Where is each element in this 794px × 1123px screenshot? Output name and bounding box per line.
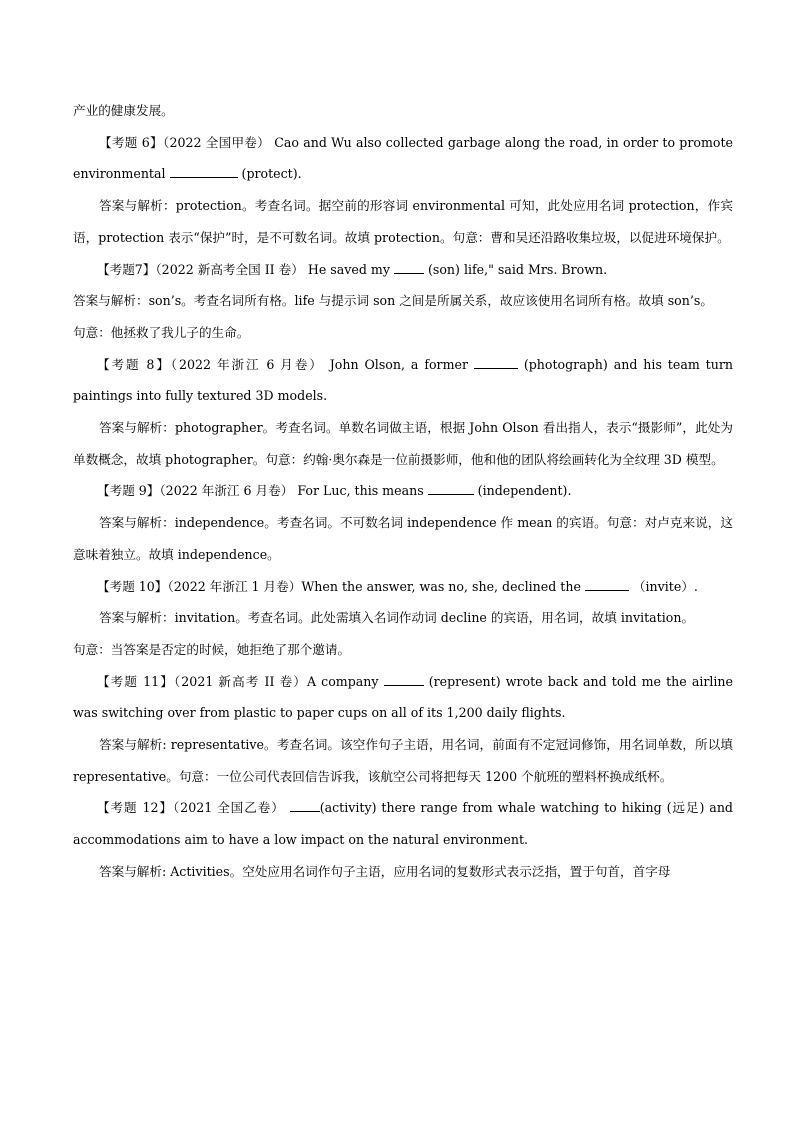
answer-blank — [170, 163, 238, 178]
answer-blank — [290, 797, 320, 812]
question-10-meaning: 句意：当答案是否定的时候，她拒绝了那个邀请。 — [73, 641, 351, 657]
question-6-sentence-b: (protect). — [237, 166, 302, 182]
question-12-sentence-b: (activity) there range from whale watching to hiking (远足) and accommodations aim to have a low impact on the natural environment. — [73, 800, 733, 848]
question-6-answer: 答案与解析：protection。考查名词。据空前的形容词 environmental 可知，此处应用名词 protection，作宾语，protection 表示“保护”时，是不可数名词。故填 protection。句意：曹和吴还沿路收集垃圾，以促进环境保护。 — [73, 198, 733, 245]
answer-blank — [394, 259, 424, 274]
question-10-sentence-a: When the answer, was no, she, declined the — [301, 578, 585, 594]
question-6-title: 【考题 6】（2022 全国甲卷） — [99, 134, 270, 150]
question-9 — [73, 475, 733, 507]
question-7-sentence-a: He saved my — [303, 261, 394, 277]
q5-tail-text: 产业的健康发展。 — [73, 103, 174, 118]
answer-blank — [474, 354, 518, 369]
question-8-answer: 答案与解析：photographer。考查名词。单数名词做主语，根据 John Olson 看出指人，表示“摄影师”，此处为单数概念，故填 photographer。句意：约翰·奥尔森是一位前摄影师，他和他的团队将绘画转化为全纹理 3D 模型。 — [73, 420, 733, 467]
question-9-title: 【考题 9】（2022 年浙江 6 月卷） — [97, 483, 294, 499]
question-10 — [73, 571, 733, 603]
question-7 — [73, 254, 733, 286]
question-9-sentence-b: (independent). — [473, 483, 572, 499]
question-11 — [73, 666, 733, 729]
question-7-answer: 答案与解析：son’s。考查名词所有格。life 与提示词 son 之间是所属关系，故应该使用名词所有格。故填 son’s。 — [73, 293, 713, 309]
question-7-title: 【考题7】（2022 新高考全国 II 卷） — [97, 261, 304, 277]
question-12-title: 【考题 12】（2021 全国乙卷） — [97, 800, 285, 816]
document-body — [73, 95, 733, 888]
answer-blank — [384, 671, 424, 686]
answer-blank — [585, 576, 629, 591]
question-12-answer: 答案与解析: Activities。空处应用名词作句子主语，应用名词的复数形式表示泛指，置于句首，首字母 — [99, 863, 671, 879]
question-8-sentence-a: John Olson, a former — [323, 356, 474, 372]
question-8 — [73, 349, 733, 412]
question-12 — [73, 792, 733, 855]
question-10-answer: 答案与解析：invitation。考查名词。此处需填入名词作动词 decline 的宾语，用名词，故填 invitation。 — [99, 610, 695, 626]
question-11-sentence-b: (represent) wrote back and told me the airline was switching over from plastic to paper cups on all of its 1,200 daily flights. — [73, 673, 733, 721]
question-6 — [73, 127, 733, 190]
answer-blank — [428, 480, 474, 495]
question-9-answer: 答案与解析：independence。考查名词。不可数名词 independence 作 mean 的宾语。句意：对卢克来说，这意味着独立。故填 independence。 — [73, 515, 733, 562]
question-11-answer: 答案与解析: representative。考查名词。该空作句子主语，用名词，前面有不定冠词修饰，用名词单数，所以填 representative。句意：一位公司代表回信告诉我，该航空公司将把每天 1200 个航班的塑料杯换成纸杯。 — [73, 737, 733, 784]
question-11-sentence-a: A company — [306, 673, 384, 689]
question-10-sentence-b: （invite）. — [628, 578, 698, 594]
question-11-title: 【考题 11】（2021 新高考 II 卷） — [97, 673, 307, 689]
question-8-sentence-b: (photograph) and his team turn paintings into fully textured 3D models. — [73, 356, 733, 404]
question-6-sentence-a: Cao and Wu also collected garbage along the road, in order to promote environmental — [73, 134, 733, 182]
question-10-title: 【考题 10】（2022 年浙江 1 月卷） — [97, 578, 302, 594]
question-9-sentence-a: For Luc, this means — [293, 483, 428, 499]
question-8-title: 【考题 8】（2022 年浙江 6 月卷） — [97, 356, 324, 372]
question-7-meaning: 句意：他拯救了我儿子的生命。 — [73, 324, 250, 340]
question-7-sentence-b: (son) life," said Mrs. Brown. — [423, 261, 608, 277]
